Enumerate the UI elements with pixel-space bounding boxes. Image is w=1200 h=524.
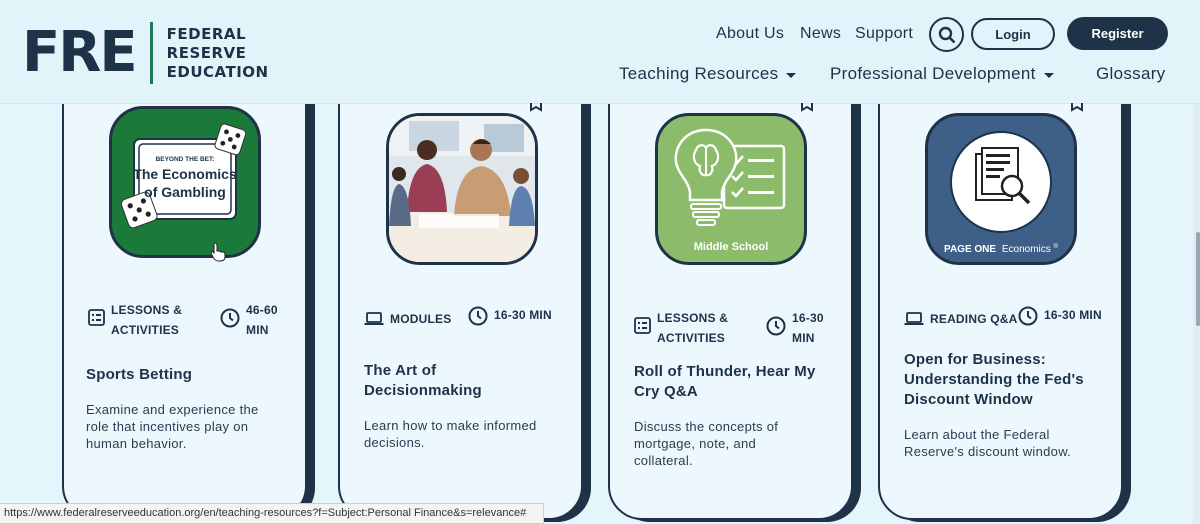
laptop-icon: [364, 312, 384, 326]
register-button[interactable]: Register: [1067, 17, 1168, 50]
nav-teaching-resources[interactable]: Teaching Resources: [619, 64, 796, 84]
svg-text:of Gambling: of Gambling: [144, 184, 226, 200]
clock-icon: [766, 316, 786, 336]
nav-support[interactable]: Support: [855, 25, 914, 42]
resource-type: LESSONS & ACTIVITIES: [88, 300, 182, 340]
resource-duration: 46-60 MIN: [220, 300, 278, 340]
logo-divider: [150, 22, 153, 84]
login-button[interactable]: Login: [971, 18, 1055, 50]
page-one-economics-art: [928, 116, 1074, 262]
resource-type: LESSONS & ACTIVITIES: [634, 308, 728, 348]
nav-news[interactable]: News: [800, 25, 842, 42]
clock-icon: [1018, 306, 1038, 326]
svg-text:BEYOND THE BET:: BEYOND THE BET:: [155, 156, 215, 163]
card-thumbnail[interactable]: [386, 113, 538, 265]
bookmark-icon[interactable]: [530, 100, 542, 114]
card-description: Learn how to make informed decisions.: [364, 418, 537, 450]
laptop-icon: [904, 312, 924, 326]
card-description: Examine and experience the role that incentives play on human behavior.: [86, 402, 259, 451]
clock-icon: [220, 308, 240, 328]
card-title[interactable]: Roll of Thunder, Hear My Cry Q&A: [634, 363, 816, 400]
page-scrollbar-thumb[interactable]: [1196, 232, 1200, 326]
classroom-photo: [389, 116, 535, 262]
nav-about-us[interactable]: About Us: [716, 25, 785, 42]
resource-card-sports-betting[interactable]: [62, 60, 307, 520]
card-title[interactable]: Sports Betting: [86, 366, 193, 383]
chevron-down-icon: [786, 73, 796, 78]
hand-cursor-icon: [210, 242, 226, 262]
clock-icon: [468, 306, 488, 326]
resource-card-decisionmaking[interactable]: [338, 60, 583, 520]
resource-duration: 16-30 MIN: [1018, 306, 1102, 326]
card-thumbnail[interactable]: [925, 113, 1077, 265]
nav-professional-development[interactable]: Professional Development: [830, 64, 1054, 84]
logo-wordmark: FEDERAL RESERVE EDUCATION: [166, 24, 269, 81]
resource-card-roll-of-thunder[interactable]: [608, 60, 853, 520]
logo-mark: FRE: [22, 20, 136, 85]
resource-duration: 16-30 MIN: [468, 306, 552, 326]
site-logo[interactable]: [22, 22, 269, 84]
browser-status-url: https://www.federalreserveeducation.org/en/teaching-resources?f=Subject:Personal Finance&s=relevance#: [0, 503, 544, 524]
resource-type: MODULES: [364, 309, 451, 329]
gambling-thumbnail-art: [112, 109, 258, 255]
resource-type: READING Q&A: [904, 309, 1018, 329]
lessons-icon: [88, 309, 105, 326]
svg-text:The Economics: The Economics: [133, 166, 237, 182]
search-icon: [938, 26, 956, 44]
resource-card-discount-window[interactable]: [878, 60, 1123, 520]
resource-duration: 16-30 MIN: [766, 308, 824, 348]
svg-text:Middle School: Middle School: [693, 241, 769, 253]
lessons-icon: [634, 317, 651, 334]
card-title[interactable]: Open for Business: Understanding the Fed's Discount Window: [904, 351, 1084, 408]
card-thumbnail[interactable]: [109, 106, 261, 258]
card-thumbnail[interactable]: [655, 113, 807, 265]
svg-text:PAGE ONE Economics: PAGE ONE Economics ®: [944, 244, 1058, 255]
nav-glossary[interactable]: Glossary: [1096, 64, 1166, 83]
card-description: Learn about the Federal Reserve's discount window.: [904, 427, 1072, 459]
chevron-down-icon: [1044, 73, 1054, 78]
lightbulb-checklist-art: [658, 116, 804, 262]
bookmark-icon[interactable]: [801, 100, 813, 114]
search-button[interactable]: [929, 17, 964, 52]
card-title[interactable]: The Art of Decisionmaking: [364, 362, 482, 399]
card-description: Discuss the concepts of mortgage, note, and collateral.: [634, 419, 779, 468]
site-header: [0, 0, 1200, 104]
bookmark-icon[interactable]: [1071, 100, 1083, 114]
